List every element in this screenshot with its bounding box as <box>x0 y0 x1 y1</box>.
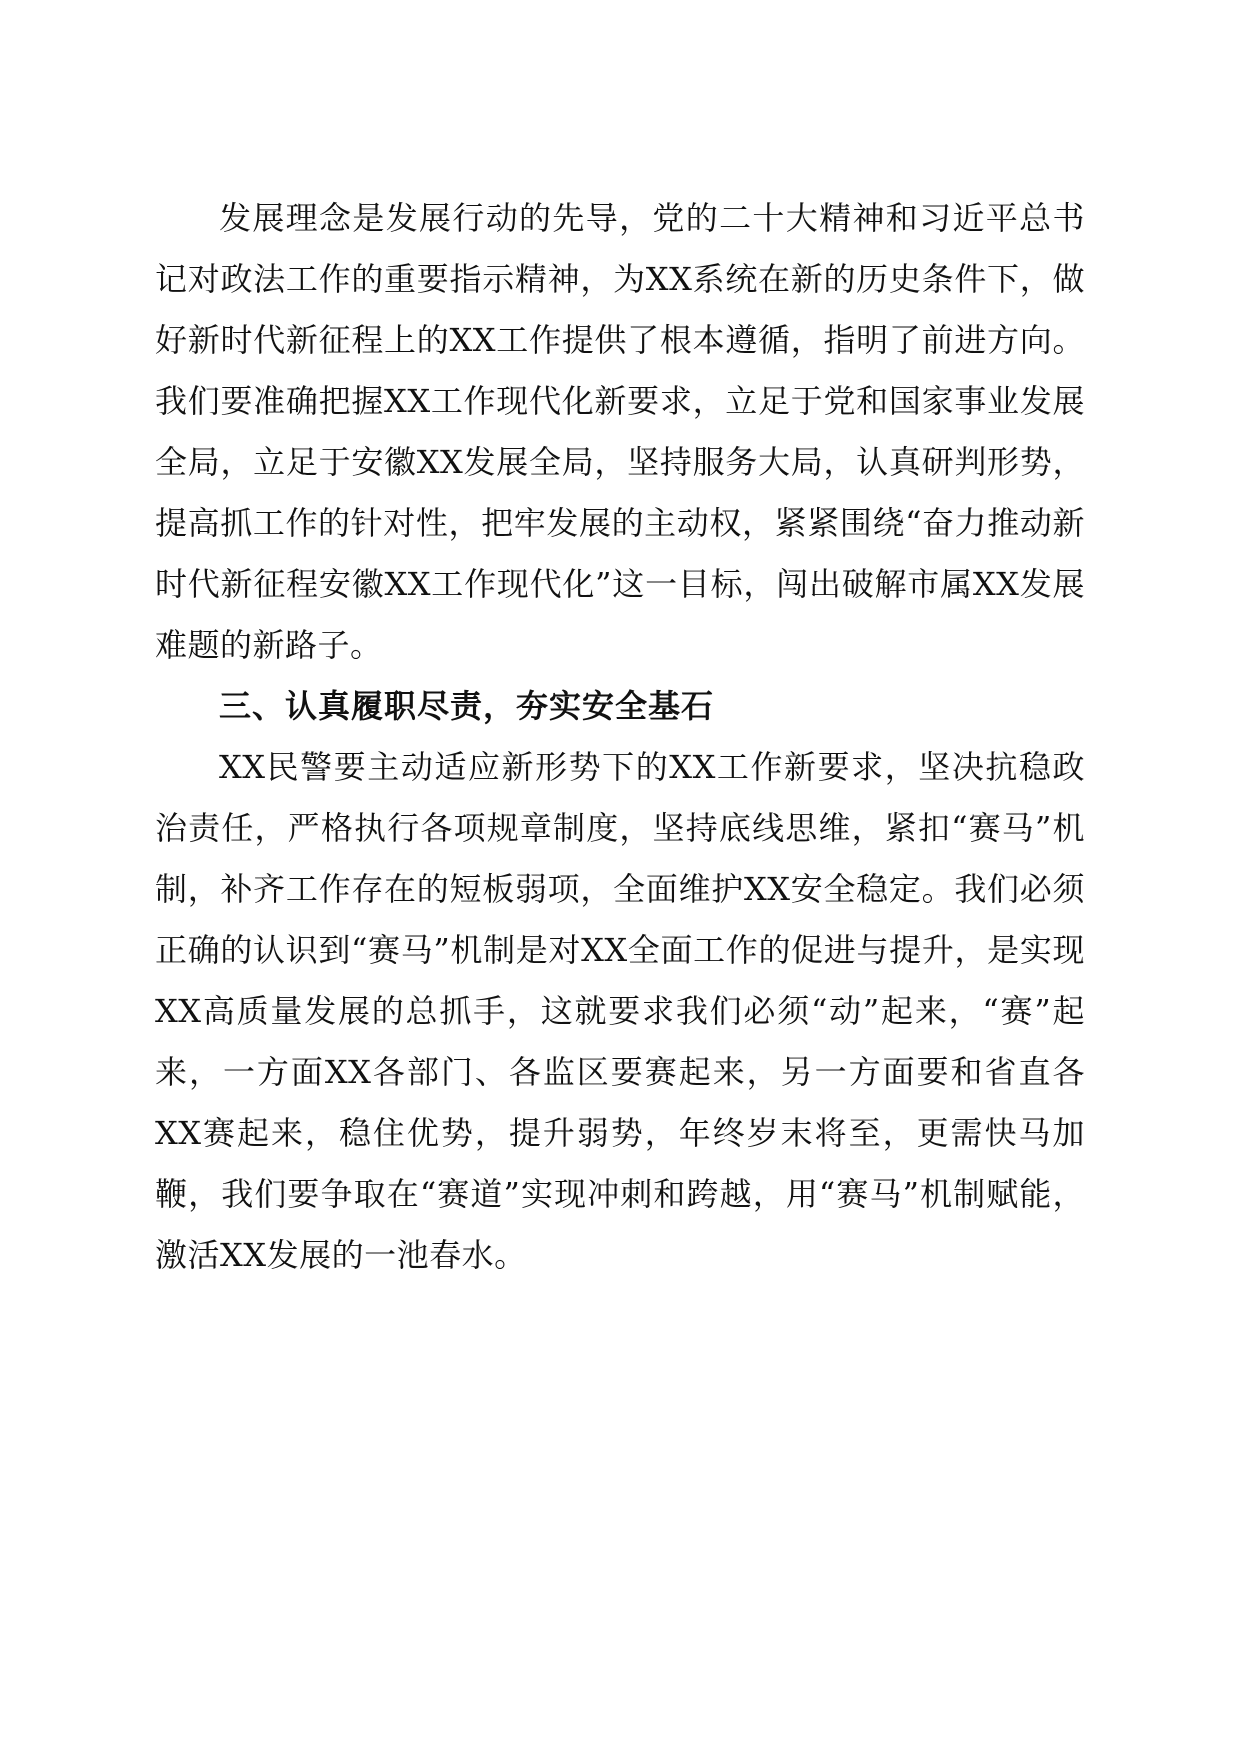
body-paragraph: XX民警要主动适应新形势下的XX工作新要求，坚决抗稳政治责任，严格执行各项规章制度，坚持底线思维，紧扣“赛马”机制，补齐工作存在的短板弱项，全面维护XX安全稳定。我们必须正确的认识到“赛马”机制是对XX全面工作的促进与提升，是实现XX高质量发展的总抓手，这就要求我们必须“动”起来，“赛”起来，一方面XX各部门、各监区要赛起来，另一方面要和省直各XX赛起来，稳住优势，提升弱势，年终岁末将至，更需快马加鞭，我们要争取在“赛道”实现冲刺和跨越，用“赛马”机制赋能，激活XX发展的一池春水。 <box>155 748 1085 1274</box>
document-body <box>155 188 1085 1286</box>
body-paragraph: 发展理念是发展行动的先导，党的二十大精神和习近平总书记对政法工作的重要指示精神，为XX系统在新的历史条件下，做好新时代新征程上的XX工作提供了根本遵循，指明了前进方向。我们要准确把握XX工作现代化新要求，立足于党和国家事业发展全局，立足于安徽XX发展全局，坚持服务大局，认真研判形势，提高抓工作的针对性，把牢发展的主动权，紧紧围绕“奋力推动新时代新征程安徽XX工作现代化”这一目标，闯出破解市属XX发展难题的新路子。 <box>155 199 1085 664</box>
section-heading: 三、认真履职尽责，夯实安全基石 <box>219 687 715 725</box>
